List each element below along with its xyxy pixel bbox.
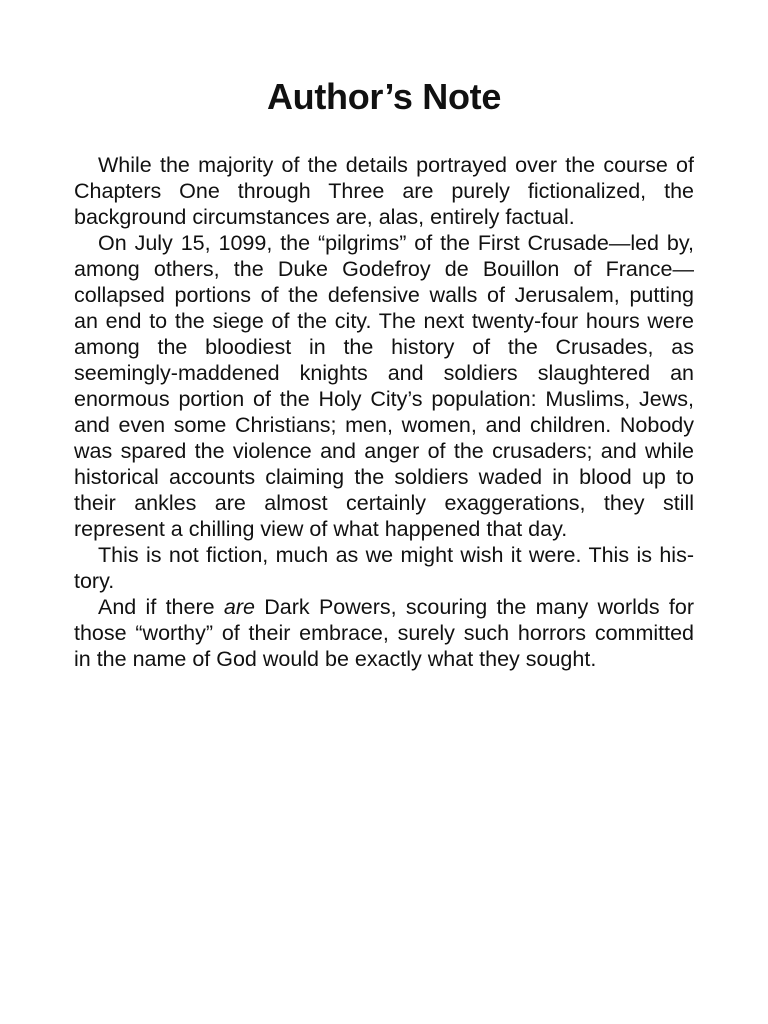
paragraph-4-lead: And if there — [98, 595, 224, 619]
page-title: Author’s Note — [266, 76, 502, 117]
paragraph-3: This is not fiction, much as we might wish it were. This is history. — [74, 543, 694, 593]
paragraph-4-emphasis: are — [223, 595, 255, 619]
page — [74, 68, 694, 672]
paragraph-1: While the majority of the details portrayed over the course of Chapters One through Three are purely fictionalized, the background circumstances are, alas, entirely factual. — [74, 153, 694, 229]
paragraph-4-rest: Dark Powers, scouring the many worlds for those “worthy” of their embrace, surely such horrors committed in the name of God would be exactly what they sought. — [74, 595, 694, 671]
paragraph-2: On July 15, 1099, the “pilgrims” of the First Crusade—led by, among others, the Duke Godefroy de Bouillon of France—collapsed portions of the defensive walls of Jerusalem, putting an end to the siege of the city. The next twenty-four hours were among the bloodiest in the history of the Crusades, as seemingly-maddened knights and soldiers slaughtered an enormous portion of the Holy City’s population: Muslims, Jews, and even some Christians; men, women, and children. Nobody was spared the violence and anger of the crusaders; and while historical accounts claiming the soldiers waded in blood up to their ankles are almost certainly exaggerations, they still represent a chilling view of what happened that day. — [74, 231, 694, 541]
paragraph-4 — [74, 594, 694, 672]
body-text — [74, 152, 694, 672]
